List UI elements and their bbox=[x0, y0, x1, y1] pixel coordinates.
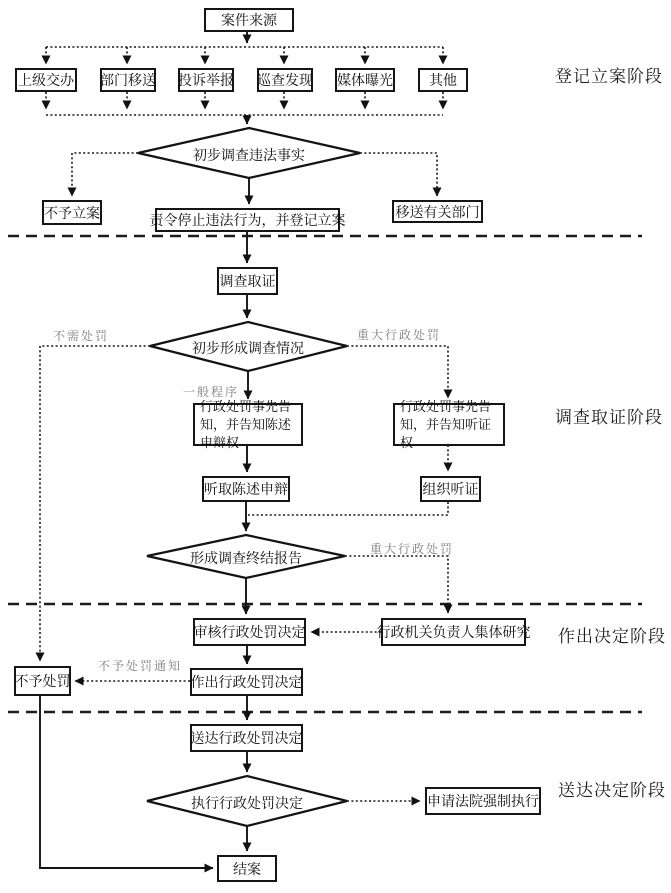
investigation-status-diamond-label: 初步形成调查情况 bbox=[192, 340, 304, 356]
court-enforcement-box: 申请法院强制执行 bbox=[425, 787, 541, 815]
source-superior-assignment-box: 上级交办 bbox=[15, 68, 77, 92]
no-filing-box: 不予立案 bbox=[42, 200, 102, 225]
no-penalty-box: 不予处罚 bbox=[14, 666, 71, 696]
close-case-box: 结案 bbox=[217, 855, 277, 882]
edge-label-general-procedure: 一般程序 bbox=[183, 385, 240, 399]
stage-label-investigation: 调查取证阶段 bbox=[555, 408, 663, 427]
case-source-box: 案件来源 bbox=[204, 8, 294, 32]
make-decision-box: 作出行政处罚决定 bbox=[190, 668, 303, 696]
organize-hearing-box: 组织听证 bbox=[420, 476, 481, 502]
notice-defense-box: 行政处罚事先告知，并告知陈述申辩权 bbox=[193, 403, 303, 446]
final-report-diamond-label: 形成调查终结报告 bbox=[190, 550, 302, 566]
edge-label-major-penalty-1: 重大行政处罚 bbox=[357, 328, 442, 342]
preliminary-investigation-diamond-label: 初步调查违法事实 bbox=[193, 147, 305, 163]
edge-label-no-penalty-notice: 不予处罚通知 bbox=[98, 659, 183, 673]
edge-label-major-penalty-2: 重大行政处罚 bbox=[370, 542, 455, 556]
source-media-exposure-box: 媒体曝光 bbox=[335, 68, 395, 92]
stage-label-registration: 登记立案阶段 bbox=[555, 67, 663, 86]
listen-defense-box: 听取陈述申辩 bbox=[202, 476, 290, 502]
stage-label-decision: 作出决定阶段 bbox=[558, 627, 666, 646]
source-other-box: 其他 bbox=[418, 68, 468, 92]
transfer-department-box: 移送有关部门 bbox=[392, 200, 483, 223]
collective-study-box: 行政机关负责人集体研究 bbox=[381, 618, 526, 646]
edge-label-no-penalty-needed: 不需处罚 bbox=[53, 329, 110, 343]
deliver-decision-box: 送达行政处罚决定 bbox=[190, 724, 303, 752]
stage-divider-lines bbox=[8, 236, 642, 712]
execute-decision-diamond-label: 执行行政处罚决定 bbox=[191, 795, 303, 811]
stage-label-delivery: 送达决定阶段 bbox=[558, 781, 666, 800]
review-decision-box: 审核行政处罚决定 bbox=[193, 618, 306, 646]
source-complaint-report-box: 投诉举报 bbox=[178, 68, 234, 92]
source-department-transfer-box: 部门移送 bbox=[100, 68, 156, 92]
investigation-evidence-box: 调查取证 bbox=[217, 267, 278, 295]
order-stop-register-box: 责令停止违法行为，并登记立案 bbox=[155, 208, 340, 232]
source-inspection-discovery-box: 巡查发现 bbox=[257, 68, 313, 92]
notice-hearing-box: 行政处罚事先告知，并告知听证权 bbox=[393, 403, 505, 446]
